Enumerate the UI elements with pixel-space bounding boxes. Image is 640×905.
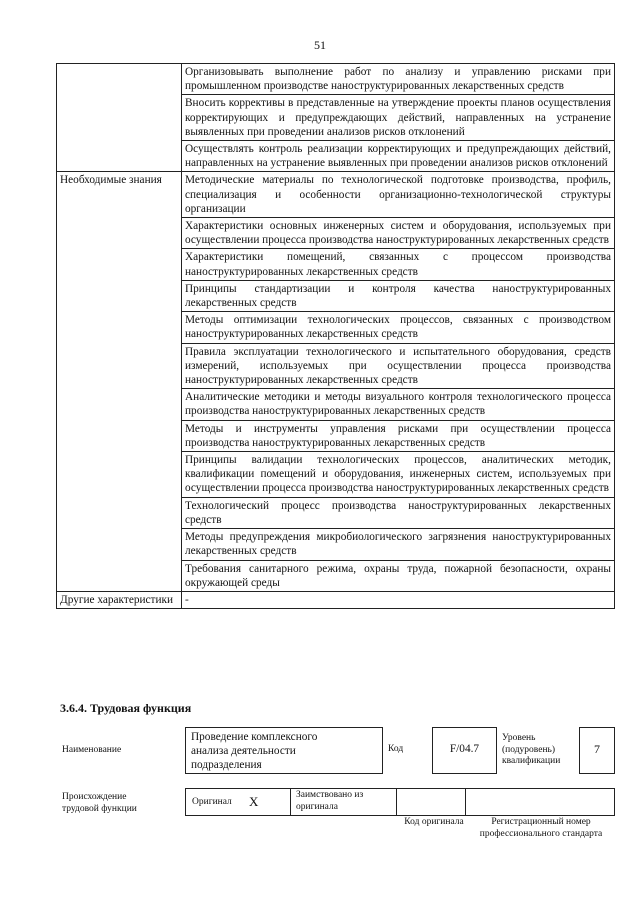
original-box (185, 788, 291, 816)
original-mark: X (249, 794, 259, 809)
name-label: Наименование (62, 745, 122, 755)
table-cell: Вносить коррективы в представленные на утверждение проекты планов осуществления корректирующих и предупреждающих действий, направленных на устранение выявленных при проведении анализов рисков отклонений (182, 95, 615, 141)
table-cell: Методы предупреждения микробиологического загрязнения наноструктурированных лекарственных средств (182, 529, 615, 560)
reg-number-caption: Регистрационный номер профессионального стандарта (479, 817, 603, 839)
table-cell: Организовывать выполнение работ по анализу и управлению рисками при промышленном производстве наноструктурированных лекарственных средств (182, 64, 615, 95)
table-cell: Аналитические методики и методы визуального контроля технологического процесса производства наноструктурированных лекарственных средств (182, 389, 615, 420)
table-cell: Методы и инструменты управления рисками при осуществлении процесса производства наноструктурированных лекарственных средств (182, 420, 615, 451)
code-original-caption: Код оригинала (404, 817, 464, 827)
table-cell: Характеристики основных инженерных систем и оборудования, используемых при осуществлении процесса производства наноструктурированных лекарственных средств (182, 218, 615, 249)
knowledge-label: Необходимые знания (57, 172, 182, 591)
name-value: Проведение комплексного анализа деятельности подразделения (191, 731, 318, 771)
code-value-box (432, 727, 497, 774)
borrowed-label: Заимствовано из оригинала (296, 790, 364, 812)
code-label: Код (388, 744, 404, 754)
level-value: 7 (594, 742, 600, 756)
continued-label-cell (57, 64, 182, 172)
table-cell: Характеристики помещений, связанных с процессом производства наноструктурированных лекарственных средств (182, 249, 615, 280)
table-cell: Требования санитарного режима, охраны труда, пожарной безопасности, охраны окружающей среды (182, 560, 615, 591)
section-title: 3.6.4. Трудовая функция (60, 701, 192, 715)
original-label: Оригинал (192, 797, 232, 807)
table-cell: Принципы валидации технологических процессов, аналитических методик, квалификации помещений и оборудования, инженерных систем, используемых при осуществлении процесса производства наноструктурированных лекарственных средств (182, 452, 615, 498)
level-value-box (579, 727, 615, 774)
code-value: F/04.7 (449, 743, 480, 755)
table-cell: Осуществлять контроль реализации корректирующих и предупреждающих действий, направленных на устранение выявленных при проведении анализов рисков отклонений (182, 141, 615, 172)
table-row (57, 64, 615, 95)
table-cell: Принципы стандартизации и контроля качества наноструктурированных лекарственных средств (182, 280, 615, 311)
other-label: Другие характеристики (57, 591, 182, 608)
borrowed-box (290, 788, 397, 816)
table-cell: Методы оптимизации технологических процессов, связанных с производством наноструктурированных лекарственных средств (182, 312, 615, 343)
name-value-box (185, 727, 383, 774)
table-row (57, 172, 615, 218)
table-row (57, 591, 615, 608)
reg-number-box (465, 788, 615, 816)
other-value: - (182, 591, 615, 608)
code-original-box (396, 788, 466, 816)
page-number: 51 (314, 38, 326, 52)
table-cell: Методические материалы по технологической подготовке производства, профиль, специализация и особенности организационно-технологической структуры организации (182, 172, 615, 218)
origin-label: Происхождение трудовой функции (62, 792, 137, 814)
requirements-table (56, 63, 615, 609)
level-label: Уровень (подуровень) квалификации (502, 733, 561, 766)
table-cell: Правила эксплуатации технологического и испытательного оборудования, средств измерений, используемых при осуществлении процесса производства наноструктурированных лекарственных средств (182, 343, 615, 389)
table-cell: Технологический процесс производства наноструктурированных лекарственных средств (182, 497, 615, 528)
